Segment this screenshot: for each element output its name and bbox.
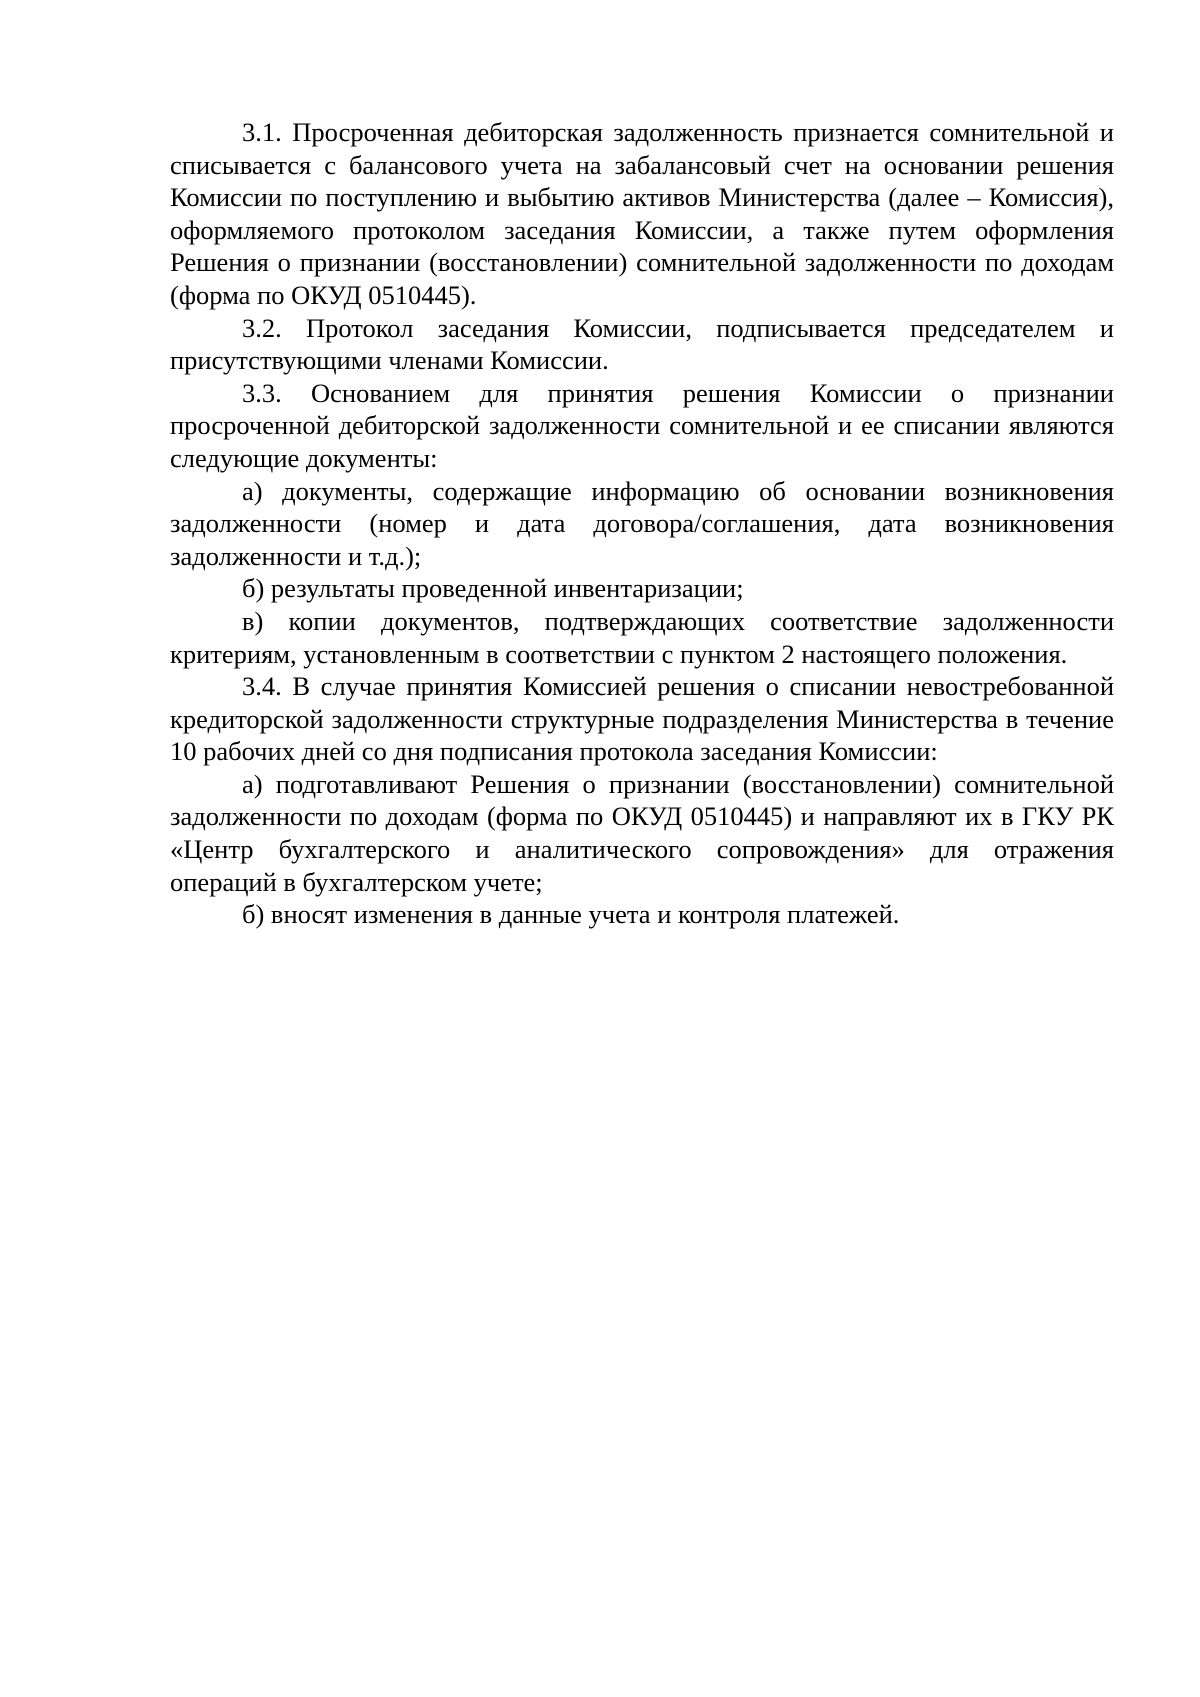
document-body	[170, 116, 1114, 931]
paragraph-3-3-b: б) результаты проведенной инвентаризации;	[242, 573, 744, 604]
paragraph-3-3: 3.3. Основанием для принятия решения Комиссии о признании просроченной дебиторской задолженности сомнительной и ее списании являются следующие документы:	[170, 377, 1114, 473]
paragraph-3-4-a: а) подготавливают Решения о признании (восстановлении) сомнительной задолженности по доходам (форма по ОКУД 0510445) и направляют их в ГКУ РК «Центр бухгалтерского и аналитического сопровождения» для отражения операций в бухгалтерском учете;	[170, 768, 1114, 897]
paragraph-3-3-a: а) документы, содержащие информацию об основании возникновения задолженности (номер и дата договора/соглашения, дата возникновения задолженности и т.д.);	[170, 475, 1114, 571]
paragraph-3-1: 3.1. Просроченная дебиторская задолженность признается сомнительной и списывается с балансового учета на забалансовый счет на основании решения Комиссии по поступлению и выбытию активов Министерства (далее – Комиссия), оформляемого протоколом заседания Комиссии, а также путем оформления Решения о признании (восстановлении) сомнительной задолженности по доходам (форма по ОКУД 0510445).	[170, 117, 1114, 310]
paragraph-3-4-b: б) вносят изменения в данные учета и контроля платежей.	[242, 899, 900, 930]
paragraph-3-2: 3.2. Протокол заседания Комиссии, подписывается председателем и присутствующими членами Комиссии.	[170, 312, 1114, 376]
paragraph-3-3-v: в) копии документов, подтверждающих соответствие задолженности критериям, установленным в соответствии с пунктом 2 настоящего положения.	[170, 605, 1114, 669]
paragraph-3-4: 3.4. В случае принятия Комиссией решения о списании невостребованной кредиторской задолженности структурные подразделения Министерства в течение 10 рабочих дней со дня подписания протокола заседания Комиссии:	[170, 671, 1114, 767]
